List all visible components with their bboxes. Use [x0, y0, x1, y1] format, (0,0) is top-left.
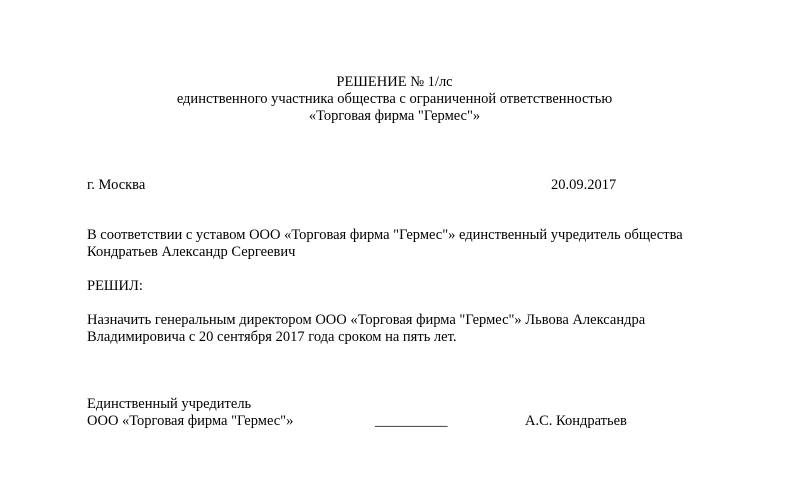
document-city: г. Москва — [87, 177, 146, 193]
document-date: 20.09.2017 — [551, 177, 617, 193]
document-subtitle-line1: единственного участника общества с ограниченной ответственностью — [176, 91, 613, 107]
decision-line1: Назначить генеральным директором ООО «Торговая фирма "Гермес"» Львова Александра — [87, 312, 646, 328]
intro-line1: В соответствии с уставом ООО «Торговая фирма "Гермес"» единственный учредитель общества — [87, 227, 683, 243]
signature-role-line2: ООО «Торговая фирма "Гермес"» — [87, 413, 294, 429]
signature-role-line1: Единственный учредитель — [87, 396, 252, 412]
signature-blank-line: __________ — [375, 413, 448, 429]
resolved-heading: РЕШИЛ: — [87, 278, 143, 294]
document-title: РЕШЕНИЕ № 1/лс — [336, 74, 453, 90]
intro-line2: Кондратьев Александр Сергеевич — [87, 244, 296, 260]
document-subtitle-line2: «Торговая фирма "Гермес"» — [308, 108, 481, 124]
document-header — [0, 74, 789, 125]
signature-name: А.С. Кондратьев — [525, 413, 627, 429]
decision-line2: Владимировича с 20 сентября 2017 года сроком на пять лет. — [87, 329, 457, 345]
